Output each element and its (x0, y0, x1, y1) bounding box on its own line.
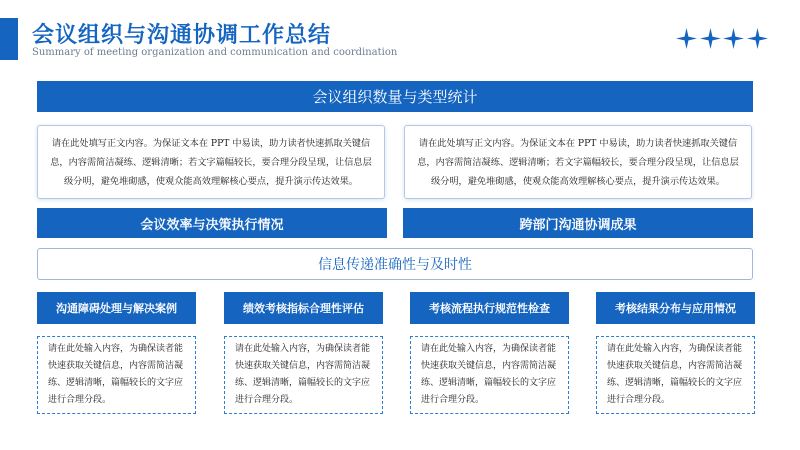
column-title-results: 考核结果分布与应用情况 (596, 292, 755, 324)
text-box-right-content: 请在此处填写正文内容。为保证文本在 PPT 中易读，助力读者快速抓取关键信息，内容需简洁凝练、逻辑清晰；若文字篇幅较长，要合理分段呈现，让信息层级分明，避免堆砌感，使观众能高效理解核心要点，提升演示传达效果。 (417, 137, 739, 187)
section-banner-meeting-stats: 会议组织数量与类型统计 (37, 81, 753, 112)
column-title-process: 考核流程执行规范性检查 (410, 292, 569, 324)
column-text: 请在此处输入内容，为确保读者能快速获取关键信息，内容需简洁凝练、逻辑清晰，篇幅较长的文字应进行合理分段。 (421, 344, 557, 405)
section-banner-info-accuracy: 信息传递准确性与及时性 (37, 248, 753, 280)
column-text: 请在此处输入内容，为确保读者能快速获取关键信息，内容需简洁凝练、逻辑清晰，篇幅较长的文字应进行合理分段。 (235, 344, 371, 405)
column-text: 请在此处输入内容，为确保读者能快速获取关键信息，内容需简洁凝练、逻辑清晰，篇幅较长的文字应进行合理分段。 (48, 344, 184, 405)
column-title-communication: 沟通障碍处理与解决案例 (37, 292, 196, 324)
page-subtitle: Summary of meeting organization and communication and coordination (32, 47, 398, 58)
column-title-kpi: 绩效考核指标合理性评估 (224, 292, 383, 324)
column-text-box (224, 336, 383, 414)
column-text: 请在此处输入内容，为确保读者能快速获取关键信息，内容需简洁凝练、逻辑清晰，篇幅较长的文字应进行合理分段。 (607, 344, 743, 405)
page-title: 会议组织与沟通协调工作总结 (32, 22, 332, 48)
column-text-box (37, 336, 196, 414)
column-text-box (596, 336, 755, 414)
star-icon (747, 28, 768, 49)
star-icon (723, 28, 744, 49)
title-accent-bar (0, 18, 18, 60)
star-icon (700, 28, 721, 49)
text-box-left-content: 请在此处填写正文内容。为保证文本在 PPT 中易读，助力读者快速抓取关键信息，内容需简洁凝练、逻辑清晰；若文字篇幅较长，要合理分段呈现，让信息层级分明，避免堆砌感，使观众能高效理解核心要点，提升演示传达效果。 (50, 137, 372, 187)
section-banner-efficiency: 会议效率与决策执行情况 (37, 208, 387, 238)
section-banner-cross-department: 跨部门沟通协调成果 (403, 208, 753, 238)
text-box-left (37, 125, 385, 199)
column-text-box (410, 336, 569, 414)
star-icon (676, 28, 697, 49)
star-decoration (676, 28, 768, 49)
text-box-right (404, 125, 752, 199)
